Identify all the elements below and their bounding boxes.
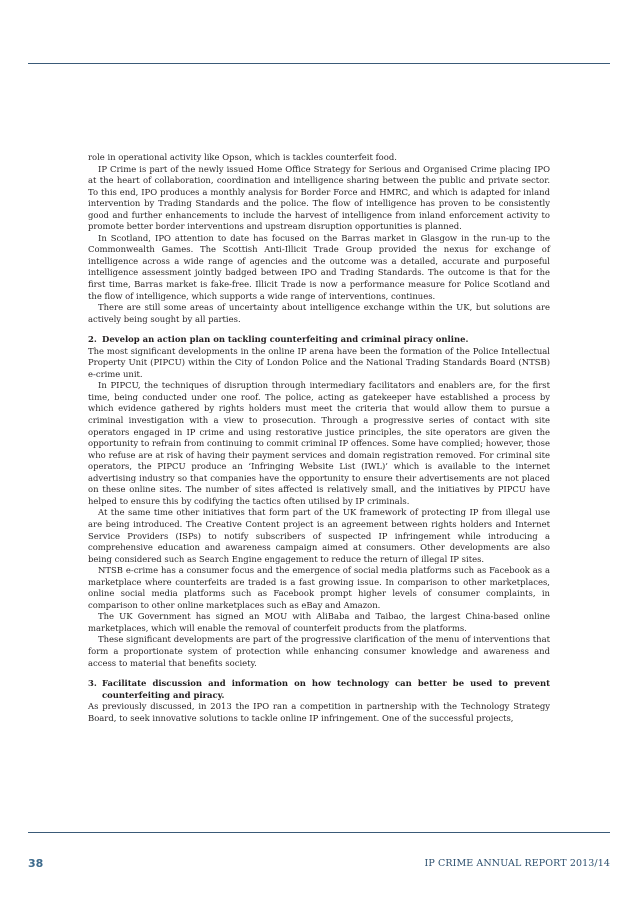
paragraph: As previously discussed, in 2013 the IPO ran a competition in partnership with the Technology Strategy Board, to seek innovative solutions to tackle online IP infringement. One of the successful projects, <box>88 701 550 723</box>
main-text <box>88 152 550 724</box>
section-heading-3 <box>88 678 550 701</box>
page-number: 38 <box>28 857 44 870</box>
paragraph: There are still some areas of uncertainty about intelligence exchange within the UK, but solutions are actively being sought by all parties. <box>88 302 550 324</box>
paragraph: These significant developments are part of the progressive clarification of the menu of interventions that form a proportionate system of protection while enhancing consumer knowledge and awareness and access to material that benefits society. <box>88 634 550 668</box>
section-title: Develop an action plan on tackling counterfeiting and criminal piracy online. <box>102 334 469 345</box>
paragraph: In Scotland, IPO attention to date has focused on the Barras market in Glasgow in the run-up to the Commonwealth Games. The Scottish Anti-Illicit Trade Group provided the nexus for exchange of intelligence across a wide range of agencies and the outcome was a detailed, accurate and purposeful intelligence assessment jointly badged between IPO and Trading Standards. The outcome is that for the first time, Barras market is fake-free. Illicit Trade is now a performance measure for Police Scotland and the flow of intelligence, which supports a wide range of interventions, continues. <box>88 232 550 301</box>
paragraph: At the same time other initiatives that form part of the UK framework of protecting IP from illegal use are being introduced. The Creative Content project is an agreement between rights holders and Internet Service Providers (ISPs) to notify subscribers of suspected IP infringement while introducing a comprehensive education and awareness campaign aimed at consumers. Other developments are also being considered such as Search Engine engagement to reduce the return of illegal IP sites. <box>88 507 550 564</box>
paragraph: The UK Government has signed an MOU with AliBaba and Taibao, the largest China-based online marketplaces, which will enable the removal of counterfeit products from the platforms. <box>88 611 550 633</box>
section-title: Facilitate discussion and information on how technology can better be used to prevent counterfeiting and piracy. <box>102 678 550 700</box>
paragraph: The most significant developments in the online IP arena have been the formation of the Police Intellectual Property Unit (PIPCU) within the City of London Police and the National Trading Standards Board (NTSB) e-crime unit. <box>88 345 550 379</box>
footer-rule <box>28 832 610 833</box>
header-rule <box>28 63 610 64</box>
section-number: 2. <box>88 334 97 345</box>
paragraph: In PIPCU, the techniques of disruption through intermediary facilitators and enablers are, for the first time, being conducted under one roof. The police, acting as gatekeeper have established a process by which evidence gathered by rights holders must meet the criteria that would allow them to pursue a criminal investigation with a view to prosecution. Through a progressive series of contact with site operators engaged in IP crime and using restorative justice principles, the site operators are given the opportunity to refrain from continuing to commit criminal IP offences. Some have complied; however, those who refuse are at risk of having their payment services and domain registration removed. For criminal site operators, the PIPCU produce an ‘Infringing Website List (IWL)’ which is available to the internet advertising industry so that companies have the opportunity to ensure their advertisements are not placed on these online sites. The number of sites affected is relatively small, and the initiatives by PIPCU have helped to ensure this by codifying the tactics often utilised by IP criminals. <box>88 380 550 506</box>
paragraph: role in operational activity like Opson, which is tackles counterfeit food. <box>88 152 397 162</box>
paragraph: IP Crime is part of the newly issued Home Office Strategy for Serious and Organised Crime placing IPO at the heart of collaboration, coordination and intelligence sharing between the public and private sector. To this end, IPO produces a monthly analysis for Border Force and HMRC, and which is adapted for inland intervention by Trading Standards and the police. The flow of intelligence has proven to be consistently good and further enhancements to include the harvest of intelligence from inland enforcement activity to promote better border interventions and upstream disruption opportunities is planned. <box>88 163 550 232</box>
paragraph: NTSB e-crime has a consumer focus and the emergence of social media platforms such as Facebook as a marketplace where counterfeits are traded is a fast growing issue. In comparison to other marketplaces, online social media platforms such as Facebook prompt higher levels of consumer complaints, in comparison to other online marketplaces such as eBay and Amazon. <box>88 565 550 610</box>
report-title: IP CRIME ANNUAL REPORT 2013/14 <box>424 858 610 869</box>
section-heading-2 <box>88 334 550 346</box>
section-number: 3. <box>88 678 97 689</box>
